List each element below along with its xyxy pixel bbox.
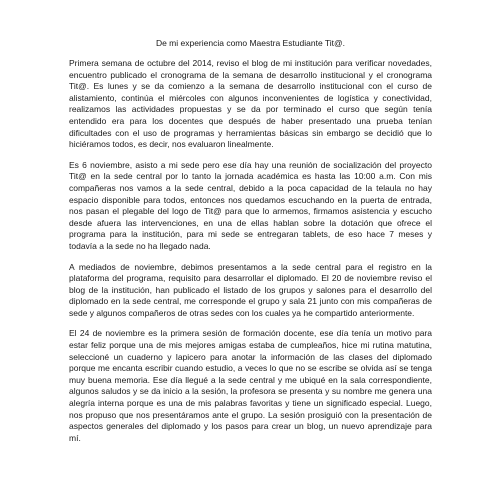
paragraph-4: El 24 de noviembre es la primera sesión de formación docente, ese día tenía un motivo para estar feliz porque una de mis mejores amigas estaba de cumpleaños, hice mi rutina matutina, seleccioné un cuaderno y lapicero para anotar la información de las clases del diplomado porque me encanta escribir cuando estudio, a veces lo que no se escribe se olvida así se tenga muy buena memoria. Ese día llegué a la sede central y me ubiqué en la sala correspondiente, algunos saludos y se da inicio a la sesión, la profesora se presenta y su nombre me genera una alegría interna porque es una de mis palabras favoritas y tiene un significado especial. Luego, nos propuso que nos presentáramos ante el grupo. La sesión prosiguió con la presentación de aspectos generales del diplomado y los pasos para crear un blog, un nuevo aprendizaje para mí. [69, 328, 432, 443]
paragraph-3: A mediados de noviembre, debimos presentamos a la sede central para el registro en la plataforma del programa, requisito para desarrollar el diplomado. El 20 de noviembre reviso el blog de la institución, han publicado el listado de los grupos y salones para el desarrollo del diplomado en la sede central, me corresponde el grupo y sala 21 junto con mis compañeras de sede y algunos compañeros de otras sedes con los cuales ya he compartido anteriormente. [69, 261, 432, 318]
paragraph-2: Es 6 noviembre, asisto a mi sede pero ese día hay una reunión de socialización del proyecto Tit@ en la sede central por lo tanto la jornada académica es hasta las 10:00 a.m. Con mis compañeras nos vamos a la sede central, debido a la poca capacidad de la telaula no hay espacio disponible para todos, entonces nos quedamos escuchando en la puerta de entrada, nos pasan el plegable del logo de Tit@ para que lo armemos, firmamos asistencia y escucho desde afuera las intervenciones, en una de ellas hablan sobre la dotación que ofrece el programa para la institución, para mi sede se entregaran tablets, de eso hace 7 meses y todavía a la sede no ha llegado nada. [69, 159, 432, 251]
paragraph-1: Primera semana de octubre del 2014, reviso el blog de mi institución para verificar novedades, encuentro publicado el cronograma de la semana de desarrollo institucional y el cronograma Tit@. Es lunes y se da comienzo a la semana de desarrollo institucional con el curso de alistamiento, continúa el miércoles con algunos inconvenientes de logística y conectividad, realizamos las actividades propuestas y se da por terminado el curso que según tenía entendido era para los docentes que después de haber presentado una prueba tenían dificultades con el uso de programas y herramientas básicas sin embargo se decidió que lo hiciéramos todos, es decir, nos evaluaron linealmente. [69, 58, 432, 150]
document-title: De mi experiencia como Maestra Estudiante Tit@. [155, 38, 346, 48]
